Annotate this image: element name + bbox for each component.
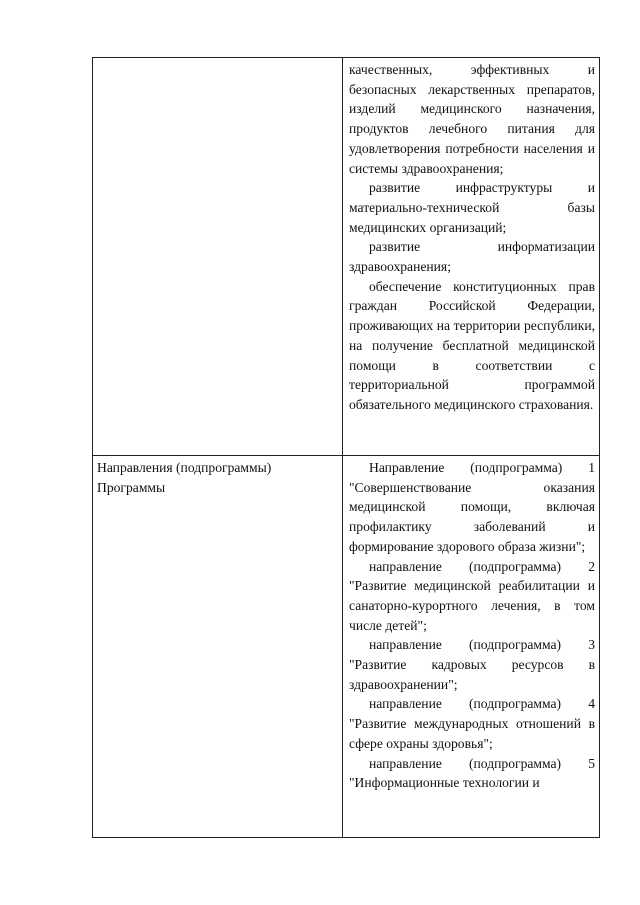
paragraph: направление (подпрограмма) 2 "Развитие медицинской реабилитации и санаторно-курортного лечения, в том числе детей"; bbox=[349, 558, 595, 633]
paragraph: направление (подпрограмма) 5 "Информационные технологии и bbox=[349, 755, 595, 791]
paragraph: направление (подпрограмма) 4 "Развитие международных отношений в сфере охраны здоровья"; bbox=[349, 696, 595, 751]
row-label-line: Программы bbox=[97, 479, 166, 495]
row-label bbox=[93, 456, 342, 497]
table-row bbox=[93, 58, 600, 456]
row-label bbox=[93, 58, 342, 60]
table-row bbox=[93, 456, 600, 838]
table-cell-label bbox=[93, 456, 343, 838]
paragraph: обеспечение конституционных прав граждан Российской Федерации, проживающих на территории республики, на получение бесплатной медицинской помощи в соответствии с территориальной программой обязательного медицинского страхования. bbox=[349, 278, 595, 412]
paragraph: Направление (подпрограмма) 1 "Совершенствование оказания медицинской помощи, включая профилактику заболеваний и формирование здорового образа жизни"; bbox=[349, 460, 595, 554]
paragraph: развитие инфраструктуры и материально-технической базы медицинских организаций; bbox=[349, 180, 595, 235]
table-cell-label bbox=[93, 58, 343, 456]
row-label-line: Направления (подпрограммы) bbox=[97, 460, 272, 475]
program-passport-table bbox=[92, 57, 600, 838]
paragraph: развитие информатизации здравоохранения; bbox=[349, 239, 595, 275]
paragraph: направление (подпрограмма) 3 "Развитие кадровых ресурсов в здравоохранении"; bbox=[349, 637, 595, 692]
table-cell-content bbox=[343, 58, 600, 456]
table-cell-content bbox=[343, 456, 600, 838]
paragraph: качественных, эффективных и безопасных лекарственных препаратов, изделий медицинского назначения, продуктов лечебного питания для удовлетворения потребности населения и системы здравоохранения; bbox=[349, 62, 595, 176]
